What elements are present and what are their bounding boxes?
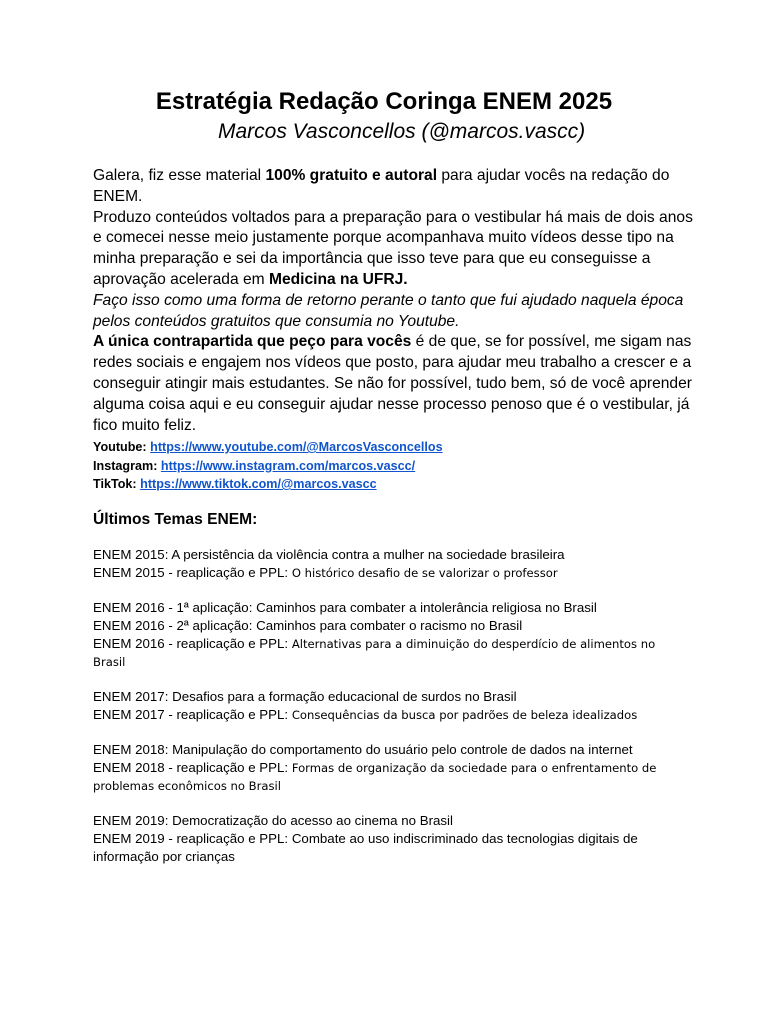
themes-group-2019 <box>93 812 678 866</box>
section-title: Últimos Temas ENEM: <box>93 511 258 528</box>
theme-item <box>93 617 678 635</box>
theme-item <box>93 564 678 582</box>
theme-topic: Consequências da busca por padrões de beleza idealizados <box>291 708 638 722</box>
theme-topic: A persistência da violência contra a mulher na sociedade brasileira <box>171 547 565 562</box>
social-row-instagram <box>93 457 693 476</box>
theme-topic: O histórico desafio de se valorizar o professor <box>291 566 558 580</box>
theme-topic: Desafios para a formação educacional de surdos no Brasil <box>172 689 517 704</box>
intro-emphasis: Medicina na UFRJ. <box>268 270 408 288</box>
theme-topic: Combate ao uso indiscriminado das tecnologias digitais de informação por crianças <box>93 831 638 864</box>
theme-edition: ENEM 2018 - reaplicação e PPL: <box>93 760 292 775</box>
social-links <box>93 438 693 494</box>
intro-text-span: Produzo conteúdos voltados para a preparação para o vestibular há mais de dois anos e comecei nesse meio justamente porque acompanhava muito vídeos desse tipo na minha preparação e sei da importância que isso teve para que eu conseguisse a aprovação acelerada em <box>93 208 693 288</box>
theme-item <box>93 546 678 564</box>
theme-edition: ENEM 2018: <box>93 742 173 757</box>
social-row-tiktok <box>93 475 693 494</box>
document-title: Estratégia Redação Coringa ENEM 2025 <box>155 88 613 115</box>
themes-group-2017 <box>93 688 678 724</box>
theme-topic: Caminhos para combater o racismo no Brasil <box>256 618 523 633</box>
intro-text <box>93 166 693 436</box>
theme-topic: Formas de organização da sociedade para o enfrentamento de problemas econômicos no Brasil <box>93 761 657 793</box>
theme-item <box>93 759 678 795</box>
theme-item <box>93 706 678 724</box>
instagram-link[interactable]: https://www.instagram.com/marcos.vascc/ <box>160 458 416 473</box>
intro-paragraph-2 <box>93 208 693 291</box>
themes-list <box>93 546 678 883</box>
themes-group-2018 <box>93 741 678 795</box>
intro-italic: Faço isso como uma forma de retorno perante o tanto que fui ajudado naquela época pelos conteúdos gratuitos que consumia no Youtube. <box>93 291 684 330</box>
theme-edition: ENEM 2015: <box>93 547 172 562</box>
youtube-link[interactable]: https://www.youtube.com/@MarcosVasconcellos <box>150 440 443 454</box>
intro-paragraph-4 <box>93 332 693 436</box>
theme-edition: ENEM 2016 - reaplicação e PPL: <box>93 636 292 651</box>
theme-topic: Democratização do acesso ao cinema no Brasil <box>172 813 453 828</box>
theme-item <box>93 812 678 830</box>
theme-topic: Alternativas para a diminuição do desperdício de alimentos no Brasil <box>93 637 656 669</box>
theme-edition: ENEM 2017: <box>93 689 173 704</box>
intro-text-span: Galera, fiz esse material <box>93 167 266 184</box>
intro-text-span: é de que, se for possível, me sigam nas redes sociais e engajem nos vídeos que posto, para ajudar meu trabalho a crescer e a conseguir atingir mais estudantes. Se não for possível, tudo bem, só de você aprender alguma coisa aqui e eu conseguir ajudar nesse processo penoso que é o vestibular, já fico muito feliz. <box>93 333 692 434</box>
theme-edition: ENEM 2016 - 1ª aplicação: <box>93 600 257 615</box>
instagram-label: Instagram: <box>93 458 161 473</box>
theme-item <box>93 635 678 671</box>
theme-item <box>93 741 678 759</box>
intro-text-span: para ajudar vocês na redação do ENEM. <box>93 167 670 205</box>
social-row-youtube <box>93 438 693 457</box>
intro-paragraph-1 <box>93 166 693 208</box>
author-line: Marcos Vasconcellos (@marcos.vascc) <box>218 120 586 143</box>
theme-item <box>93 688 678 706</box>
theme-edition: ENEM 2015 - reaplicação e PPL: <box>93 565 292 580</box>
theme-topic: Manipulação do comportamento do usuário pelo controle de dados na internet <box>172 742 633 757</box>
themes-group-2015 <box>93 546 678 582</box>
intro-paragraph-3 <box>93 291 693 333</box>
intro-emphasis: 100% gratuito e autoral <box>265 167 438 184</box>
theme-item <box>93 599 678 617</box>
tiktok-link[interactable]: https://www.tiktok.com/@marcos.vascc <box>140 477 377 491</box>
youtube-label: Youtube: <box>93 440 151 454</box>
tiktok-label: TikTok: <box>93 477 141 491</box>
theme-topic: Caminhos para combater a intolerância religiosa no Brasil <box>256 600 597 615</box>
theme-item <box>93 830 678 866</box>
intro-emphasis: A única contrapartida que peço para vocês <box>93 333 412 351</box>
theme-edition: ENEM 2016 - 2ª aplicação: <box>93 618 257 633</box>
theme-edition: ENEM 2019: <box>93 813 173 828</box>
theme-edition: ENEM 2019 - reaplicação e PPL: <box>93 831 292 846</box>
theme-edition: ENEM 2017 - reaplicação e PPL: <box>93 707 292 722</box>
themes-group-2016 <box>93 599 678 671</box>
